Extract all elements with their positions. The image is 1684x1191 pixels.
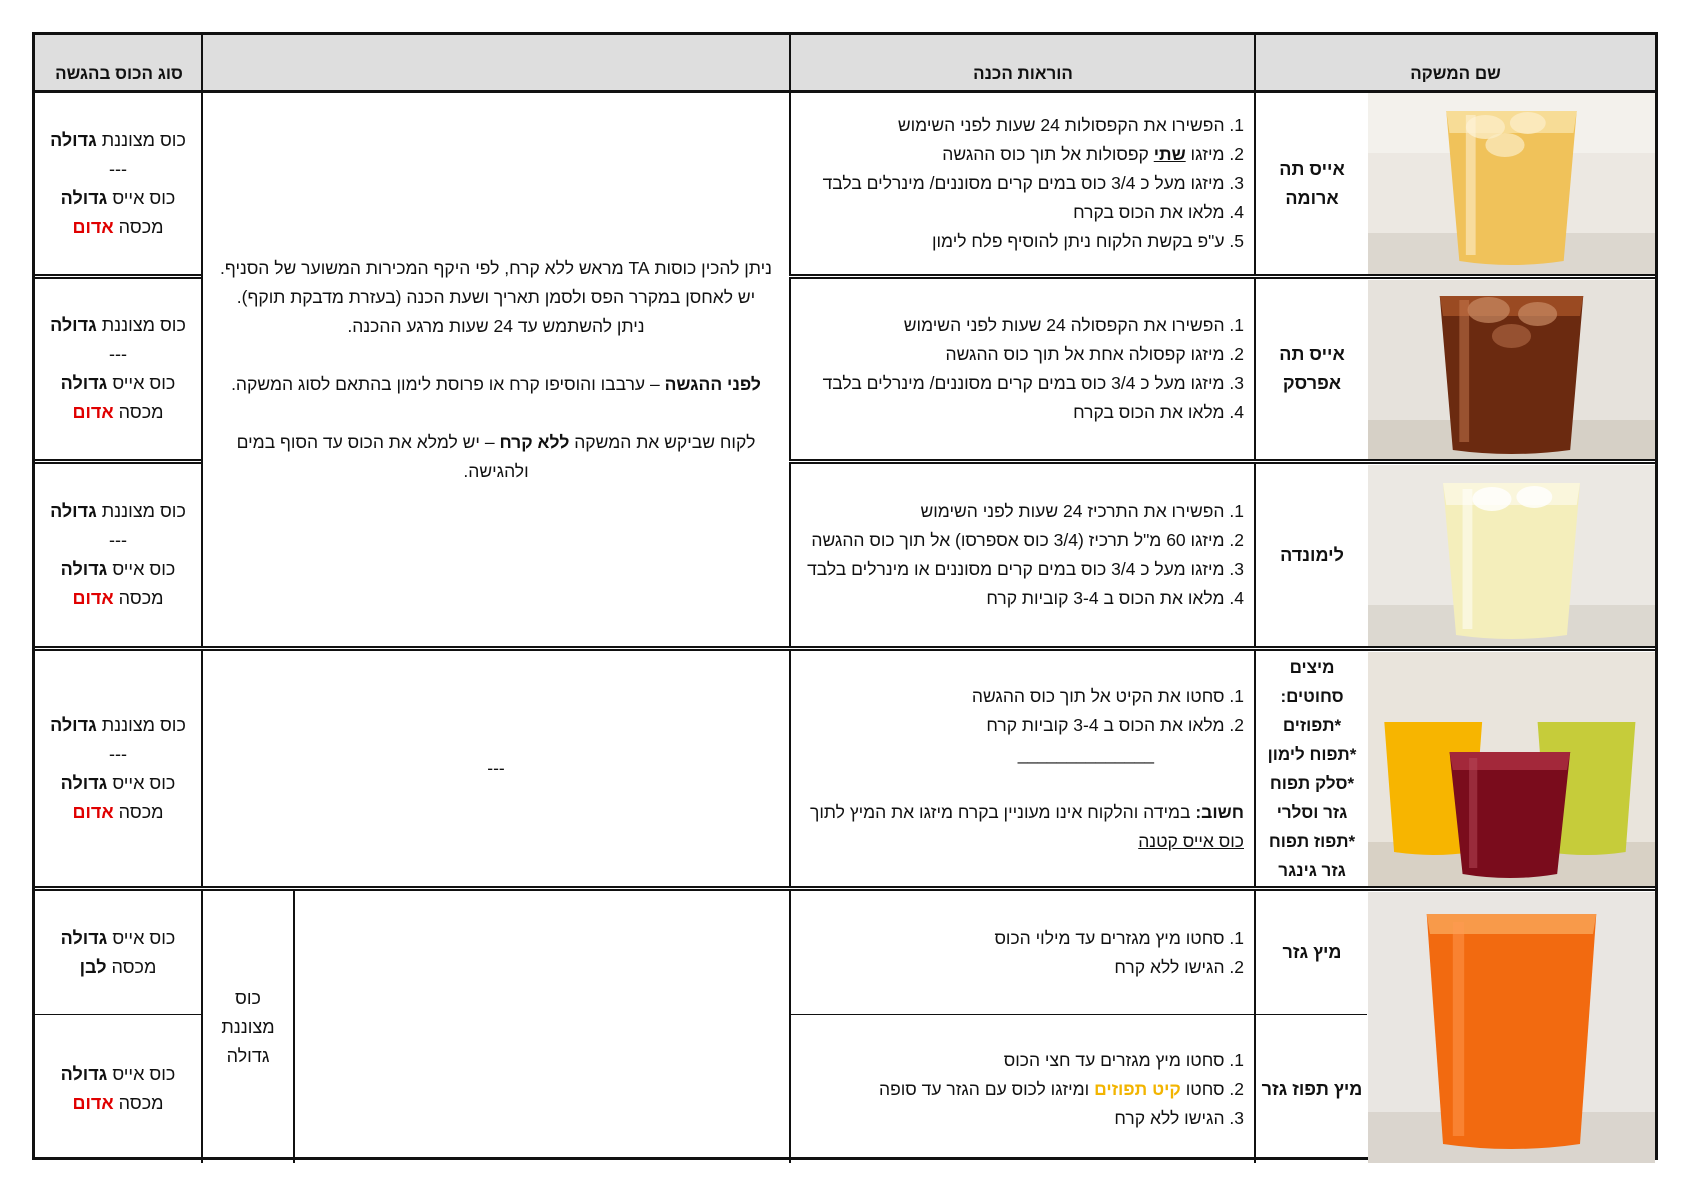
note-line: ניתן להשתמש עד 24 שעות מרגע ההכנה.: [347, 315, 645, 336]
cup-line: כוס אייס גדולה: [60, 373, 176, 393]
note-line: ניתן להכין כוסות TA מראש ללא קרח, לפי היקף המכירות המשוער של הסניף.: [220, 257, 772, 278]
step-4: 4. מלאו את הכוס בקרח: [1073, 402, 1244, 422]
juice-option: *תפוז תפוח: [1268, 831, 1356, 851]
notes-pressed-juices: ---: [487, 758, 505, 778]
chilled-cup-line: מצוננת: [221, 1016, 275, 1037]
carrot-juice-glass-icon: [1368, 892, 1655, 1163]
note-no-ice: לקוח שביקש את המשקה ללא קרח – יש למלא את הכוס עד הסוף במים: [236, 431, 756, 452]
note-line: יש לאחסן במקרר הפס ולסמן תאריך ושעת הכנה (בעזרת מדבקת תוקף).: [236, 286, 756, 307]
drink-name-iced-tea-peach: [1256, 279, 1368, 459]
lid-line: מכסה אדום: [72, 1093, 164, 1113]
important-note: חשוב: במידה והלקוח אינו מעוניין בקרח מיזגו את המיץ לתוך: [809, 801, 1244, 822]
step-4: 4. מלאו את הכוס ב 3-4 קוביות קרח: [986, 588, 1244, 608]
drink-name-iced-tea-aroma: [1256, 93, 1368, 274]
small-ice-cup: כוס אייס קטנה: [1138, 830, 1244, 851]
drink-name-line: אייס תה: [1279, 344, 1345, 364]
three-juice-glasses-icon: [1368, 652, 1655, 887]
drink-name-line: אייס תה: [1279, 158, 1345, 179]
cup-line: כוס אייס גדולה: [60, 1064, 176, 1084]
cup-type-iced-tea-peach: [35, 279, 201, 459]
instructions-iced-tea-peach: [791, 279, 1254, 459]
step-1: 1. סחטו מיץ מגזרים עד מילוי הכוס: [994, 927, 1244, 948]
header-notes: [203, 35, 790, 90]
drink-name-carrot-juice: מיץ גזר: [1282, 942, 1342, 962]
carrot-juice-photo: [1368, 892, 1655, 1163]
step-2: 2. מלאו את הכוס ב 3-4 קוביות קרח: [986, 714, 1244, 735]
cup-line: כוס מצוננת גדולה: [50, 501, 186, 521]
step-1: 1. הפשירו את הקפסולה 24 שעות לפני השימוש: [903, 315, 1244, 335]
cup-separator: ---: [109, 743, 127, 764]
lid-line: מכסה לבן: [79, 956, 157, 977]
cup-line: כוס אייס גדולה: [60, 927, 176, 948]
step-2: 2. הגישו ללא קרח: [1114, 956, 1244, 977]
instructions-pressed-juices: [791, 651, 1254, 886]
two-capsules-emphasis: שתי: [1153, 144, 1186, 164]
drink-name-pressed-juices: [1256, 651, 1368, 886]
step-2: 2. מיזגו קפסולה אחת אל תוך כוס ההגשה: [945, 344, 1244, 364]
drink-name-orange-carrot-juice: מיץ תפוז גזר: [1261, 1078, 1363, 1099]
step-3: 3. הגישו ללא קרח: [1114, 1107, 1244, 1128]
lemonade-photo: [1368, 465, 1655, 647]
lid-line: מכסה אדום: [72, 216, 164, 237]
cup-line: כוס מצוננת גדולה: [50, 714, 186, 735]
cup-type-carrot-juice: [35, 891, 201, 1014]
step-4: 4. מלאו את הכוס בקרח: [1073, 202, 1244, 222]
step-2: 2. מיזגו 60 מ"ל תרכיז (3/4 כוס אספרסו) אל תוך כוס ההגשה: [811, 530, 1244, 550]
step-2: 2. מיזגו שתי קפסולות אל תוך כוס ההגשה: [942, 144, 1244, 164]
instructions-carrot-juice: [791, 891, 1254, 1014]
step-3: 3. מיזגו מעל כ 3/4 כוס במים קרים מסוננים או מינרלים בלבד: [807, 559, 1244, 579]
step-2: 2. סחטו קיט תפוזים ומיזגו לכוס עם הגזר עד סופה: [878, 1078, 1244, 1099]
cup-type-pressed-juices: [35, 651, 201, 886]
lid-line: מכסה אדום: [72, 588, 164, 608]
note-before-serving: לפני ההגשה – ערבבו והוסיפו קרח או פרוסת לימון בהתאם לסוג המשקה.: [231, 373, 761, 394]
cup-line: כוס מצוננת גדולה: [50, 129, 186, 150]
drink-name-line: ארומה: [1285, 187, 1339, 208]
step-1: 1. הפשירו את התרכיז 24 שעות לפני השימוש: [920, 501, 1244, 521]
cup-type-lemonade: [35, 464, 201, 646]
lid-line: מכסה אדום: [72, 801, 164, 822]
cup-line: כוס אייס גדולה: [60, 559, 176, 579]
cup-type-orange-carrot-juice: [35, 1015, 201, 1163]
step-3: 3. מיזגו מעל כ 3/4 כוס במים קרים מסוננים/ מינרלים בלבד: [822, 373, 1244, 393]
instructions-iced-tea-aroma: [791, 93, 1254, 274]
pressed-juices-photo: [1368, 652, 1655, 887]
header-drink-name: שם המשקה: [1256, 35, 1655, 90]
lemonade-glass-icon: [1368, 465, 1655, 647]
header-cup-type: סוג הכוס בהגשה: [35, 35, 203, 90]
chilled-cup-line: גדולה: [226, 1045, 270, 1066]
orange-kit-highlight: קיט תפוזים: [1094, 1078, 1181, 1099]
step-3: 3. מיזגו מעל כ 3/4 כוס במים קרים מסוננים/ מינרלים בלבד: [822, 173, 1244, 193]
chilled-cup-large: [203, 891, 293, 1163]
juice-option: *תפוח לימון: [1267, 744, 1357, 764]
step-1: 1. הפשירו את הקפסולות 24 שעות לפני השימוש: [897, 115, 1244, 135]
drink-name-lemonade: לימונדה: [1280, 544, 1344, 565]
step-1: 1. סחטו מיץ מגזרים עד חצי הכוס: [1003, 1049, 1244, 1070]
instructions-orange-carrot-juice: [791, 1015, 1254, 1163]
juice-option: גזר וסלרי: [1276, 802, 1348, 822]
cup-line: כוס אייס גדולה: [60, 187, 176, 208]
drink-prep-table: [32, 32, 1658, 1160]
header-instructions: הוראות הכנה: [790, 35, 1256, 90]
cup-separator: ---: [109, 158, 127, 179]
cup-line: כוס אייס גדולה: [60, 772, 176, 793]
juice-option: גזר גינגר: [1278, 860, 1346, 880]
iced-tea-peach-photo: [1368, 280, 1655, 460]
peach-iced-tea-glass-icon: [1368, 280, 1655, 460]
shared-prep-notes: [203, 93, 789, 646]
iced-tea-aroma-photo: [1368, 93, 1655, 274]
step-5: 5. ע"פ בקשת הלקוח ניתן להוסיף פלח לימון: [931, 231, 1244, 251]
cup-type-iced-tea-aroma: [35, 93, 201, 274]
iced-tea-glass-icon: [1368, 93, 1655, 274]
drink-name-line: מיצים: [1289, 657, 1335, 677]
cup-separator: ---: [109, 530, 127, 550]
juice-option: *תפוזים: [1282, 715, 1342, 735]
instructions-lemonade: [791, 464, 1254, 646]
juice-option: *סלק תפוח: [1269, 773, 1355, 793]
drink-name-line: סחוטים:: [1280, 686, 1344, 706]
cup-line: כוס מצוננת גדולה: [50, 315, 186, 335]
step-1: 1. סחטו את הקיט אל תוך כוס ההגשה: [971, 685, 1244, 706]
cup-separator: ---: [109, 344, 127, 364]
divider-rule: ______________: [1017, 743, 1154, 764]
note-line: ולהגישה.: [463, 460, 529, 481]
chilled-cup-line: כוס: [235, 987, 261, 1008]
lid-line: מכסה אדום: [72, 402, 164, 422]
drink-name-line: אפרסק: [1282, 373, 1342, 393]
